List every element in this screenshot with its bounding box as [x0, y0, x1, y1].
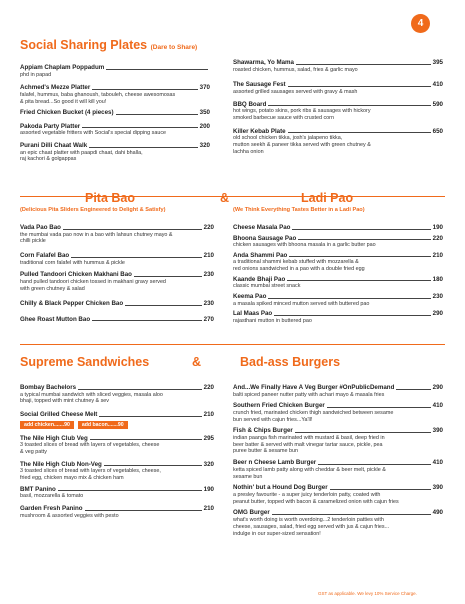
menu-item-description: ketta spiced lamb patty along with cheddar & beer melt, pickle & — [233, 466, 386, 473]
menu-item-description: chicken sausages with bhoona masala in a garlic butter pao — [233, 242, 376, 248]
addon-badge: add bacon.......90 — [78, 421, 128, 429]
menu-item-row — [20, 142, 210, 150]
menu-item-description: mutton seekh & paneer tikka served with green chutney & — [233, 141, 371, 148]
menu-item-description: 3 toasted slices of bread with layers of vegetables, cheese — [20, 442, 160, 449]
menu-item-price: 490 — [432, 509, 443, 517]
menu-item-name: Lal Maas Pao — [233, 310, 273, 318]
menu-item-description: basil, mozzarella & tomato — [20, 493, 84, 500]
menu-item-name: Beer n Cheese Lamb Burger — [233, 459, 317, 467]
supreme-list — [20, 380, 214, 519]
dot-leader — [288, 132, 431, 133]
menu-item-row — [233, 310, 443, 318]
menu-item-price: 370 — [199, 84, 210, 92]
menu-item-description: & pita bread...So good it will kill you! — [20, 98, 107, 105]
menu-item-name: Pakoda Party Platter — [20, 122, 81, 130]
dot-leader — [327, 407, 431, 408]
menu-item-row — [20, 486, 214, 494]
menu-item-name: Southern Fried Chicken Burger — [233, 402, 325, 410]
menu-item-description: hand pulled tandoori chicken tossed in makhani gravy served — [20, 278, 166, 285]
ladi-title: Ladi Pao — [301, 191, 354, 205]
menu-item-name: The Nile High Club Veg — [20, 434, 88, 442]
dot-leader — [90, 439, 202, 440]
menu-item — [233, 459, 443, 480]
menu-item-name: Appiam Chaplam Poppadum — [20, 64, 105, 71]
menu-item-description: a masala spiked minced mutton served with buttered pao — [233, 300, 370, 307]
menu-item — [233, 235, 443, 249]
social-section-title — [20, 38, 197, 52]
menu-item-description: sesame bun — [233, 473, 263, 480]
menu-item-row — [20, 64, 210, 72]
menu-item-price: 410 — [432, 402, 443, 410]
menu-item-description: hot wings, potato skins, pork ribs & sausages with hickory — [233, 108, 371, 115]
menu-item — [20, 435, 214, 456]
menu-item-price: 190 — [432, 224, 443, 231]
menu-item-name: Bombay Bachelors — [20, 384, 77, 391]
dot-leader — [296, 64, 431, 65]
menu-item — [233, 252, 443, 273]
menu-item-name: Social Grilled Cheese Melt — [20, 411, 98, 419]
menu-item-name: OMG Burger — [233, 509, 270, 517]
ampersand-2: & — [192, 355, 202, 369]
menu-item — [233, 402, 443, 423]
ladi-list — [233, 220, 443, 325]
menu-item-price: 390 — [432, 484, 443, 492]
menu-item — [20, 300, 214, 308]
menu-item-row — [20, 300, 214, 308]
pita-list — [20, 220, 214, 323]
menu-item-price: 210 — [203, 411, 214, 419]
dot-leader — [82, 127, 197, 128]
menu-item — [233, 81, 443, 95]
menu-item-description: indian paanga fish marinated with mustard & basil, deep fried in — [233, 434, 385, 441]
menu-item — [20, 64, 210, 78]
dot-leader — [89, 147, 198, 148]
menu-item-price: 210 — [432, 251, 443, 259]
dot-leader — [330, 489, 431, 490]
menu-item-row — [233, 293, 443, 301]
menu-item-description: rajasthani mutton in buttered pao — [233, 317, 312, 324]
menu-item-description: raj kachori & golgappas — [20, 156, 77, 163]
menu-item-name: Shawarma, Yo Mama — [233, 59, 294, 66]
menu-item — [20, 84, 210, 105]
menu-item-description: a presley favourite - a super juicy tenderloin patty, coated with — [233, 491, 381, 498]
menu-item-description: assorted vegetable fritters with Social's special dipping sauce — [20, 130, 167, 137]
menu-item-price: 650 — [432, 127, 443, 135]
menu-item-row — [233, 235, 443, 243]
menu-item-price: 410 — [432, 81, 443, 89]
menu-item-name: And...We Finally Have A Veg Burger #OnPublicDemand — [233, 384, 395, 391]
menu-item-price: 180 — [432, 275, 443, 283]
menu-item-price: 210 — [203, 505, 214, 513]
dot-leader — [268, 105, 430, 106]
menu-item-name: BMT Panino — [20, 485, 56, 493]
menu-item-row — [20, 123, 210, 131]
divider-2 — [20, 344, 445, 345]
menu-item-description: assorted grilled sausages served with gravy & mash — [233, 88, 358, 95]
footer-note: GST as applicable. We levy 10% Service Charge. — [318, 591, 417, 596]
pita-subtitle: (Delicious Pita Sliders Engineered to Delight & Satisfy) — [20, 207, 166, 213]
menu-item-name: Anda Shammi Pao — [233, 251, 288, 259]
menu-item-description: lachha onion — [233, 148, 264, 155]
menu-item-row — [20, 411, 214, 419]
menu-item — [20, 505, 214, 519]
dot-leader — [106, 69, 208, 70]
dot-leader — [298, 239, 430, 240]
menu-item-description: roasted chicken, hummus, salad, fries & garlic mayo — [233, 66, 358, 73]
menu-item-name: Purani Dilli Chaat Walk — [20, 142, 88, 150]
menu-item-name: Chilly & Black Pepper Chicken Bao — [20, 300, 124, 308]
menu-item-name: Fried Chicken Bucket (4 pieces) — [20, 109, 114, 117]
dot-leader — [318, 464, 430, 465]
menu-item-price: 220 — [432, 234, 443, 242]
menu-item-row — [233, 59, 443, 67]
menu-item-name: The Nile High Club Non-Veg — [20, 460, 102, 468]
dot-leader — [396, 389, 430, 390]
menu-item-description: what's worth doing is worth overdoing...2 tenderloin patties with — [233, 516, 384, 523]
dot-leader — [58, 490, 202, 491]
menu-item-description: classic mumbai street snack — [233, 283, 301, 290]
menu-item-description: beer batter & served with malt vinegar tartar sauce, pickle, pea — [233, 441, 383, 448]
menu-item — [20, 411, 214, 429]
menu-item-name: The Sausage Fest — [233, 81, 286, 89]
menu-item-price: 350 — [199, 109, 210, 117]
menu-item-description: a typical mumbai sandwich with sliced veggies, masala aloo — [20, 391, 163, 398]
menu-item-row — [20, 435, 214, 443]
dot-leader — [125, 305, 202, 306]
menu-item-price: 270 — [203, 315, 214, 323]
dot-leader — [289, 256, 430, 257]
menu-item-description: a traditional shammi kebab stuffed with mozzarella & — [233, 259, 359, 266]
menu-item-row — [20, 316, 214, 324]
dot-leader — [92, 89, 197, 90]
dot-leader — [85, 510, 202, 511]
menu-item — [20, 142, 210, 163]
dot-leader — [116, 114, 198, 115]
menu-item — [20, 486, 214, 500]
menu-item — [233, 427, 443, 455]
dot-leader — [274, 315, 430, 316]
page-number-badge: 4 — [411, 14, 430, 33]
menu-item — [20, 252, 214, 266]
menu-item — [233, 509, 443, 537]
menu-item-name: Achmed's Mezze Platter — [20, 84, 91, 92]
menu-item — [20, 224, 214, 245]
menu-item-description: peanut butter, topped with bacon & caramelized onion with cajun fries — [233, 498, 399, 505]
menu-item-description: cheese, sausages, salad, fried egg served with jus & cajun fries... — [233, 523, 390, 530]
menu-item-description: old school chicken tikka, josh's jalapeno tikka, — [233, 135, 343, 142]
menu-item-price: 200 — [199, 122, 210, 130]
menu-item-name: Cheese Masala Pao — [233, 224, 291, 231]
dot-leader — [104, 465, 202, 466]
menu-item — [233, 276, 443, 290]
burgers-list — [233, 380, 443, 537]
addon-badge: add chicken.......90 — [20, 421, 74, 429]
menu-item — [233, 293, 443, 307]
menu-item-name: Killer Kebab Plate — [233, 127, 286, 135]
social-left-column — [20, 60, 210, 163]
menu-item-description: bun served with cajun fries...Ya'll! — [233, 416, 313, 423]
menu-item — [233, 310, 443, 324]
menu-item-price: 395 — [432, 59, 443, 66]
menu-item-row — [233, 459, 443, 467]
dot-leader — [78, 389, 202, 390]
menu-item-name: Ghee Roast Mutton Bao — [20, 315, 91, 323]
menu-item-row — [233, 276, 443, 284]
menu-item-row — [233, 252, 443, 260]
menu-item-description: phd in papad — [20, 71, 52, 78]
menu-item-row — [233, 427, 443, 435]
menu-item-row — [233, 128, 443, 136]
menu-item-price: 320 — [203, 460, 214, 468]
social-title: Social Sharing Plates — [20, 38, 148, 52]
menu-item-price: 230 — [203, 300, 214, 308]
menu-item-row — [20, 271, 214, 279]
menu-item-price: 290 — [432, 310, 443, 318]
dot-leader — [92, 320, 202, 321]
menu-item-price: 290 — [432, 384, 443, 391]
menu-item-name: Keema Pao — [233, 293, 267, 301]
menu-item-row — [20, 461, 214, 469]
menu-item-description: traditional corn falafel with hummus & pickle — [20, 259, 125, 266]
menu-item-price: 190 — [203, 485, 214, 493]
menu-item-description: the mumbai vada pao now in a bao with lahsun chutney mayo & — [20, 231, 173, 238]
menu-item-description: balti spiced paneer nutter patty with achari mayo & masala fries — [233, 391, 385, 398]
social-subtitle: (Dare to Share) — [150, 44, 198, 51]
menu-item-description: falafel, hummus, baba ghanoush, tabouleh, cheese awesomosas — [20, 91, 176, 98]
menu-item-description: puree butter & sesame bun — [233, 448, 299, 455]
menu-item-description: smoked barbecue sauce with crusted corn — [233, 114, 334, 121]
pita-title: Pita Bao — [85, 191, 136, 205]
menu-item-description: & veg patty — [20, 448, 47, 455]
menu-item-name: Pulled Tandoori Chicken Makhani Bao — [20, 271, 132, 279]
dot-leader — [63, 229, 202, 230]
menu-item-description: 3 toasted slices of bread with layers of vegetables, cheese, — [20, 468, 161, 475]
divider-1 — [20, 196, 445, 197]
menu-item-row — [20, 384, 214, 392]
menu-item-price: 230 — [203, 271, 214, 279]
addon-row — [20, 421, 214, 429]
menu-item-description: indulge in our super-sized sensation! — [233, 530, 321, 537]
menu-item-name: Nothin' but a Hound Dog Burger — [233, 484, 328, 492]
menu-item-row — [233, 402, 443, 410]
menu-item-row — [20, 109, 210, 117]
menu-item-name: BBQ Board — [233, 100, 267, 108]
menu-item-row — [233, 384, 443, 392]
menu-item — [20, 384, 214, 405]
menu-item-row — [233, 101, 443, 109]
menu-item-description: red onions sandwiched in a pao with a double fried egg — [233, 266, 365, 273]
menu-item-price: 220 — [203, 384, 214, 391]
menu-item-name: Corn Falafel Bao — [20, 252, 70, 260]
burgers-title: Bad-ass Burgers — [240, 355, 341, 369]
menu-item-row — [20, 505, 214, 513]
menu-item-description: chilli pickle — [20, 238, 46, 245]
menu-item-description: an epic chaat platter with paapdi chaat, dahi bhalla, — [20, 149, 143, 156]
supreme-title: Supreme Sandwiches — [20, 355, 150, 369]
menu-item-description: fried egg, chicken mayo mix & chicken ham — [20, 474, 124, 481]
ladi-subtitle: (We Think Everything Tastes Better in a Ladi Pao) — [233, 207, 365, 213]
menu-item — [233, 128, 443, 156]
menu-item — [20, 109, 210, 117]
menu-item-description: crunch fried, marinated chicken thigh sandwiched between sesame — [233, 409, 394, 416]
menu-item-price: 210 — [203, 252, 214, 260]
menu-item-row — [233, 484, 443, 492]
menu-item-row — [20, 84, 210, 92]
menu-item-name: Fish & Chips Burger — [233, 427, 293, 435]
social-right-column — [233, 55, 443, 156]
dot-leader — [99, 416, 201, 417]
menu-item — [233, 101, 443, 122]
menu-item — [233, 384, 443, 398]
menu-item — [233, 59, 443, 73]
dot-leader — [288, 86, 431, 87]
dot-leader — [287, 280, 430, 281]
ampersand-1: & — [220, 191, 230, 205]
menu-item-price: 410 — [432, 459, 443, 467]
dot-leader — [134, 276, 202, 277]
dot-leader — [71, 257, 202, 258]
menu-item-name: Garden Fresh Panino — [20, 505, 83, 513]
menu-item-description: mushroom & assorted veggies with pesto — [20, 512, 119, 519]
menu-item — [20, 123, 210, 137]
menu-item-price: 320 — [199, 142, 210, 150]
dot-leader — [292, 229, 430, 230]
menu-item — [20, 316, 214, 324]
menu-item-row — [233, 224, 443, 232]
menu-item-price: 220 — [203, 224, 214, 231]
dot-leader — [295, 432, 431, 433]
dot-leader — [272, 514, 431, 515]
menu-item-price: 295 — [203, 434, 214, 442]
menu-item-description: with green chutney & salad — [20, 285, 85, 292]
menu-item-name: Bhoona Sausage Pao — [233, 234, 297, 242]
menu-item — [20, 271, 214, 292]
menu-item-row — [233, 81, 443, 89]
menu-item-row — [20, 224, 214, 232]
menu-item-name: Kaande Bhaji Pao — [233, 275, 286, 283]
menu-item-row — [20, 252, 214, 260]
menu-item-price: 590 — [432, 100, 443, 108]
menu-item — [233, 484, 443, 505]
menu-item — [20, 461, 214, 482]
menu-item-price: 390 — [432, 427, 443, 435]
dot-leader — [268, 298, 430, 299]
menu-item — [233, 224, 443, 232]
menu-item-description: bhaji, topped with mint chutney & sev — [20, 398, 109, 405]
menu-item-name: Vada Pao Bao — [20, 224, 61, 231]
menu-item-price: 230 — [432, 293, 443, 301]
menu-item-row — [233, 509, 443, 517]
